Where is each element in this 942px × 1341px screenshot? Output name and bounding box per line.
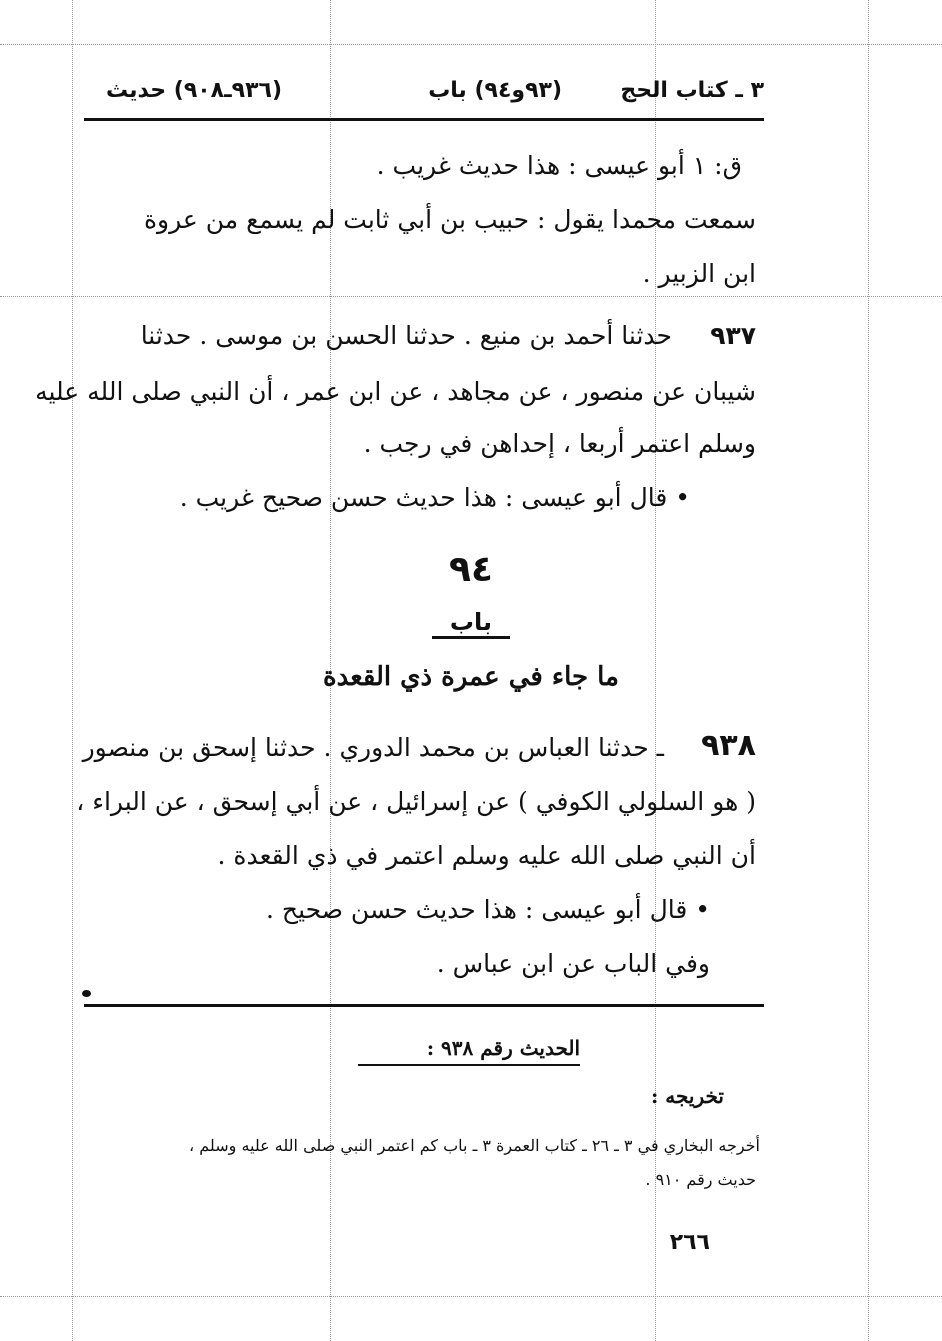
hadith-number: ٩٣٧ <box>710 321 756 350</box>
header-book-title: ٣ ـ كتاب الحج <box>620 78 764 103</box>
text-line: • قال أبو عيسى : هذا حديث حسن صحيح غريب . <box>179 483 690 512</box>
chapter-label: باب <box>449 608 493 636</box>
scan-line <box>0 296 942 298</box>
text-line: ( هو السلولي الكوفي ) عن إسرائيل ، عن أبي إسحق ، عن البراء ، <box>76 787 756 816</box>
text-line: ق: ١ أبو عيسى : هذا حديث غريب . <box>376 151 742 180</box>
footnote-heading: الحديث رقم ٩٣٨ : <box>426 1036 580 1060</box>
footnote-line: حديث رقم ٩١٠ . <box>645 1170 756 1189</box>
footnote-rule <box>84 1004 764 1007</box>
header-hadith-range: (٩٣٦ـ٩٠٨) حديث <box>105 78 282 103</box>
text-line: أن النبي صلى الله عليه وسلم اعتمر في ذي القعدة . <box>217 841 756 870</box>
text-line: وسلم اعتمر أربعا ، إحداهن في رجب . <box>363 429 756 458</box>
chapter-title: ما جاء في عمرة ذي القعدة <box>323 662 619 692</box>
text-line: سمعت محمدا يقول : حبيب بن أبي ثابت لم يسمع من عروة <box>143 205 756 234</box>
page-number: ٢٦٦ <box>669 1230 710 1255</box>
scan-line <box>0 1296 942 1298</box>
scan-line <box>0 44 942 46</box>
text-line: حدثنا أحمد بن منيع . حدثنا الحسن بن موسى . حدثنا <box>140 321 672 350</box>
header-rule <box>84 118 764 121</box>
footnote-heading-underline <box>358 1064 580 1066</box>
chapter-underline <box>432 636 510 639</box>
text-line: ابن الزبير . <box>642 259 756 288</box>
text-line: • قال أبو عيسى : هذا حديث حسن صحيح . <box>266 895 710 924</box>
header-bab: (٩٣و٩٤) باب <box>428 78 562 103</box>
text-line: ـ حدثنا العباس بن محمد الدوري . حدثنا إسحق بن منصور <box>82 733 664 762</box>
footnote-line: أخرجه البخاري في ٣ ـ ٢٦ ـ كتاب العمرة ٣ ـ باب كم اعتمر النبي صلى الله عليه وسلم ، <box>189 1136 760 1155</box>
hadith-number: ٩٣٨ <box>701 728 756 763</box>
takhrij-label: تخريجه : <box>650 1084 724 1108</box>
margin-mark <box>82 990 91 997</box>
text-line: شيبان عن منصور ، عن مجاهد ، عن ابن عمر ، أن النبي صلى الله عليه <box>35 377 756 406</box>
chapter-number: ٩٤ <box>449 549 493 590</box>
text-line: وفي الباب عن ابن عباس . <box>436 949 710 978</box>
